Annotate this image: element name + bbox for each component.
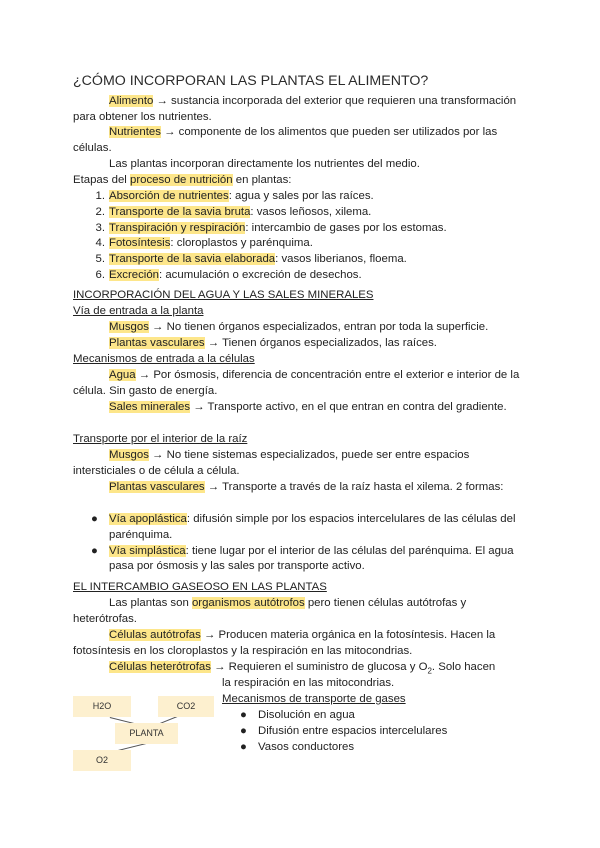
gas-mechanisms-list [222,708,522,755]
stage-text: : cloroplastos y parénquima. [170,237,313,250]
musgos2-line [73,448,531,480]
autotrofas-line [73,628,531,660]
page-title: ¿CÓMO INCORPORAN LAS PLANTAS EL ALIMENTO? [73,73,429,89]
sales-term: Sales minerales [109,401,191,413]
co2-box: CO2 [158,696,214,717]
alimento-definition [73,94,531,126]
stages-list [73,189,531,284]
list-text: Difusión entre espacios intercelulares [258,724,448,737]
section-heading-gas: EL INTERCAMBIO GASEOSO EN LAS PLANTAS [73,581,327,593]
nutrientes-definition [73,125,531,157]
stage-text: : agua y sales por las raíces. [228,190,374,202]
subheading-gases: Mecanismos de transporte de gases [222,693,406,705]
plantas2-term: Plantas vasculares [109,481,205,493]
stage-text: : vasos liberianos, floema. [275,253,407,266]
bullet-text: : difusión simple por los espacios intercelulares de las células del parénquima. [109,513,516,541]
list-text: Disolución en agua [258,709,355,721]
list-item [222,724,522,740]
plantas-line [73,336,531,352]
autotrofas-text: → Producen materia orgánica en la fotosíntesis. Hacen la fotosíntesis en los cloroplastos y la respiración en las mitocondrias. [73,629,496,657]
plantas2-text: → Transporte a través de la raíz hasta el xilema. 2 formas: [204,481,504,493]
bullet-text: : tiene lugar por el interior de las células del parénquima. El agua pasa por ósmosis y las sales por transporte activo. [109,544,514,573]
stage-text: : vasos leñosos, xilema. [250,205,372,218]
list-number: 2. [95,205,105,218]
stage-term: Transporte de la savia elaborada [109,253,276,266]
sales-text: → Transporte activo, en el que entran en contra del gradiente. [190,401,507,413]
musgos-line [73,320,531,336]
autotrofos-post: pero tienen células autótrofas y heterótrofas. [73,597,467,625]
list-item [73,189,531,205]
musgos2-text: → No tiene sistemas especializados, puede ser entre espacios intersticiales o de célula a célula. [73,449,470,477]
stage-term: Transpiración y respiración [109,221,246,234]
bullet-icon: ● [240,740,247,753]
stage-term: Absorción de nutrientes [109,190,229,202]
list-item [73,268,531,284]
heterotrofas-text: → Requieren el suministro de glucosa y O [210,661,428,673]
bullet-term: Vía simplástica [109,544,186,557]
musgos-text: → No tienen órganos especializados, entran por toda la superficie. [148,321,489,333]
agua-line [73,368,531,400]
list-number: 3. [95,221,105,234]
autotrofos-term: organismos autótrofos [191,597,305,609]
list-item [222,708,522,724]
list-number: 1. [95,190,105,202]
o2-subscript: 2 [427,666,432,676]
agua-term: Agua [109,369,136,381]
list-number: 5. [95,253,105,266]
stage-term: Transporte de la savia bruta [109,205,251,218]
autotrofas-term: Células autótrofas [109,629,201,641]
etapas-post: en plantas: [232,174,292,186]
list-item [73,512,531,544]
etapas-line [73,173,531,189]
musgos2-term: Musgos [109,449,149,461]
via-bullets [73,512,531,575]
planta-box: PLANTA [115,723,178,744]
alimento-term: Alimento [109,95,154,107]
list-number: 6. [95,268,105,281]
list-text: Vasos conductores [258,740,355,753]
heterotrofas-term: Células heterótrofas [109,661,211,673]
list-item [73,544,531,576]
stage-term: Excreción [109,268,160,281]
autotrofos-pre: Las plantas son [109,597,192,609]
stage-text: : acumulación o excreción de desechos. [159,268,362,281]
list-item [73,252,531,268]
bullet-term: Vía apoplástica [109,513,187,525]
bullet-icon: ● [240,709,247,721]
heterotrofas-text-end: . Solo hacen [431,661,496,673]
plantas2-line [73,480,531,496]
stage-text: : intercambio de gases por los estomas. [245,221,447,234]
o2-box: O2 [73,750,131,771]
nutrientes-term: Nutrientes [109,126,161,138]
etapas-pre: Etapas del [73,174,130,186]
list-number: 4. [95,237,105,250]
bullet-icon: ● [240,724,247,737]
heterotrofas-line2: la respiración en las mitocondrias. [222,677,395,689]
stage-term: Fotosíntesis [109,237,171,250]
list-item [73,221,531,237]
subheading-transporte: Transporte por el interior de la raíz [73,433,248,445]
bullet-icon: ● [91,513,98,525]
etapas-term: proceso de nutrición [130,174,233,186]
agua-text: → Por ósmosis, diferencia de concentración entre el exterior e interior de la célula. Sin gasto de energía. [73,369,520,397]
list-item [73,205,531,221]
musgos-term: Musgos [109,321,149,333]
sales-line [73,400,531,416]
h2o-box: H2O [73,696,131,717]
alimento-text: → sustancia incorporada del exterior que requieren una transformación para obtener los nutrientes. [73,95,517,123]
autotrofos-line [73,596,531,628]
section-heading-water: INCORPORACIÓN DEL AGUA Y LAS SALES MINERALES [73,289,374,301]
plantas-term: Plantas vasculares [109,337,205,349]
subheading-mecanismos: Mecanismos de entrada a la células [73,353,255,365]
nutrientes-text: → componente de los alimentos que pueden ser utilizados por las células. [73,126,498,154]
plants-statement: Las plantas incorporan directamente los nutrientes del medio. [109,158,420,170]
bullet-icon: ● [91,544,98,557]
list-item [222,740,522,756]
list-item [73,236,531,252]
plantas-text: → Tienen órganos especializados, las raíces. [204,337,437,349]
subheading-via: Vía de entrada a la planta [73,305,204,317]
